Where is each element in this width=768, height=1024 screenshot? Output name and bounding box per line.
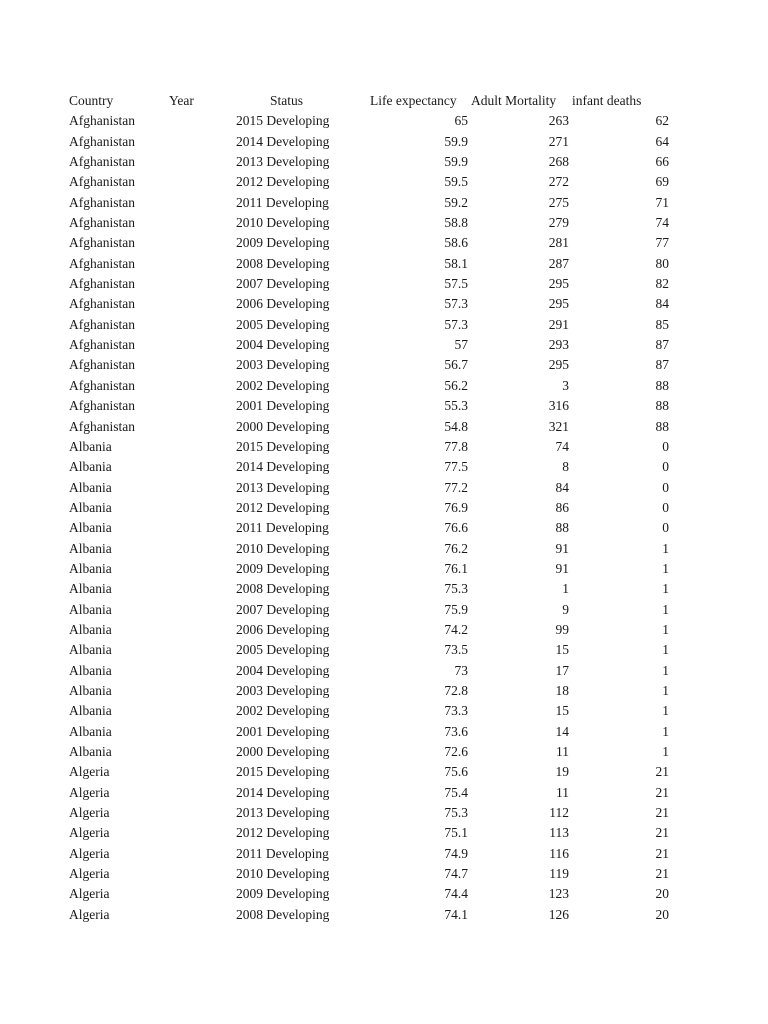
table-row bbox=[0, 722, 768, 742]
cell-infant-deaths: 84 bbox=[655, 296, 669, 312]
cell-life-expectancy: 74.2 bbox=[444, 621, 468, 637]
cell-country: Afghanistan bbox=[69, 113, 135, 129]
cell-year-status: 2013 Developing bbox=[236, 154, 330, 170]
cell-adult-mortality: 295 bbox=[548, 296, 569, 312]
cell-year-status: 2006 Developing bbox=[236, 296, 330, 312]
cell-life-expectancy: 75.6 bbox=[444, 764, 468, 780]
cell-country: Albania bbox=[69, 703, 112, 719]
cell-infant-deaths: 1 bbox=[662, 581, 669, 597]
table-row bbox=[0, 213, 768, 233]
cell-infant-deaths: 88 bbox=[655, 398, 669, 414]
cell-infant-deaths: 0 bbox=[662, 438, 669, 454]
cell-country: Algeria bbox=[69, 784, 110, 800]
cell-adult-mortality: 126 bbox=[548, 906, 569, 922]
cell-adult-mortality: 1 bbox=[562, 581, 569, 597]
cell-year-status: 2012 Developing bbox=[236, 825, 330, 841]
cell-infant-deaths: 21 bbox=[655, 845, 669, 861]
cell-life-expectancy: 58.8 bbox=[444, 215, 468, 231]
cell-adult-mortality: 279 bbox=[548, 215, 569, 231]
cell-life-expectancy: 75.3 bbox=[444, 805, 468, 821]
cell-adult-mortality: 295 bbox=[548, 357, 569, 373]
cell-year-status: 2000 Developing bbox=[236, 744, 330, 759]
table-row bbox=[0, 396, 768, 416]
cell-country: Albania bbox=[69, 520, 112, 536]
cell-country: Albania bbox=[69, 642, 112, 658]
cell-adult-mortality: 293 bbox=[548, 337, 569, 353]
cell-country: Algeria bbox=[69, 764, 110, 780]
cell-country: Afghanistan bbox=[69, 398, 135, 414]
table-row bbox=[0, 152, 768, 172]
table-row bbox=[0, 539, 768, 559]
table-row bbox=[0, 783, 768, 803]
cell-infant-deaths: 0 bbox=[662, 459, 669, 475]
cell-infant-deaths: 1 bbox=[662, 642, 669, 658]
table-row bbox=[0, 254, 768, 274]
cell-adult-mortality: 86 bbox=[555, 499, 569, 515]
cell-infant-deaths: 1 bbox=[662, 682, 669, 698]
cell-country: Afghanistan bbox=[69, 276, 135, 292]
header-infant-deaths: infant deaths bbox=[572, 93, 642, 108]
table-row bbox=[0, 803, 768, 823]
cell-infant-deaths: 1 bbox=[662, 744, 669, 759]
cell-country: Albania bbox=[69, 479, 112, 495]
cell-country: Albania bbox=[69, 682, 112, 698]
cell-life-expectancy: 75.4 bbox=[444, 784, 468, 800]
table-row bbox=[0, 437, 768, 457]
cell-year-status: 2000 Developing bbox=[236, 418, 330, 434]
cell-life-expectancy: 73.5 bbox=[444, 642, 468, 658]
cell-adult-mortality: 113 bbox=[549, 825, 569, 841]
cell-adult-mortality: 74 bbox=[555, 438, 569, 454]
cell-life-expectancy: 76.1 bbox=[444, 560, 468, 576]
cell-year-status: 2011 Developing bbox=[236, 845, 329, 861]
table-row bbox=[0, 681, 768, 701]
cell-year-status: 2010 Developing bbox=[236, 866, 330, 882]
table-row bbox=[0, 233, 768, 253]
cell-infant-deaths: 1 bbox=[662, 560, 669, 576]
table-row bbox=[0, 315, 768, 335]
cell-country: Albania bbox=[69, 540, 112, 556]
table-row bbox=[0, 457, 768, 477]
header-status: Status bbox=[270, 93, 304, 108]
table-row bbox=[0, 600, 768, 620]
cell-country: Algeria bbox=[69, 845, 110, 861]
cell-adult-mortality: 295 bbox=[548, 276, 569, 292]
table-row bbox=[0, 294, 768, 314]
table-row bbox=[0, 701, 768, 721]
cell-infant-deaths: 20 bbox=[655, 906, 669, 922]
table-row bbox=[0, 579, 768, 599]
cell-life-expectancy: 74.4 bbox=[444, 886, 468, 902]
cell-country: Afghanistan bbox=[69, 418, 135, 434]
cell-infant-deaths: 82 bbox=[655, 276, 669, 292]
cell-year-status: 2014 Developing bbox=[236, 133, 330, 149]
data-table bbox=[0, 91, 768, 925]
cell-country: Albania bbox=[69, 438, 112, 454]
cell-year-status: 2001 Developing bbox=[236, 723, 330, 739]
cell-country: Algeria bbox=[69, 805, 110, 821]
cell-year-status: 2010 Developing bbox=[236, 215, 330, 231]
cell-year-status: 2004 Developing bbox=[236, 337, 330, 353]
cell-infant-deaths: 1 bbox=[662, 540, 669, 556]
cell-life-expectancy: 59.9 bbox=[444, 154, 468, 170]
cell-country: Afghanistan bbox=[69, 357, 135, 373]
cell-country: Afghanistan bbox=[69, 296, 135, 312]
cell-infant-deaths: 21 bbox=[655, 764, 669, 780]
cell-country: Albania bbox=[69, 459, 112, 475]
cell-infant-deaths: 1 bbox=[662, 662, 669, 678]
cell-country: Algeria bbox=[69, 825, 110, 841]
cell-life-expectancy: 76.9 bbox=[444, 499, 468, 515]
cell-infant-deaths: 87 bbox=[655, 337, 669, 353]
cell-country: Afghanistan bbox=[69, 377, 135, 393]
cell-infant-deaths: 74 bbox=[655, 215, 669, 231]
table-row bbox=[0, 274, 768, 294]
cell-country: Albania bbox=[69, 723, 112, 739]
table-row bbox=[0, 417, 768, 437]
cell-life-expectancy: 75.9 bbox=[444, 601, 468, 617]
cell-life-expectancy: 75.1 bbox=[444, 825, 468, 841]
table-row bbox=[0, 620, 768, 640]
cell-year-status: 2006 Developing bbox=[236, 621, 330, 637]
cell-life-expectancy: 58.6 bbox=[444, 235, 468, 251]
cell-year-status: 2005 Developing bbox=[236, 642, 330, 658]
table-row bbox=[0, 884, 768, 904]
cell-country: Afghanistan bbox=[69, 215, 135, 231]
table-row bbox=[0, 844, 768, 864]
cell-year-status: 2007 Developing bbox=[236, 601, 330, 617]
cell-year-status: 2014 Developing bbox=[236, 784, 330, 800]
cell-country: Algeria bbox=[69, 866, 110, 882]
cell-country: Afghanistan bbox=[69, 133, 135, 149]
cell-life-expectancy: 57.3 bbox=[444, 296, 468, 312]
table-row bbox=[0, 376, 768, 396]
cell-adult-mortality: 18 bbox=[555, 682, 569, 698]
table-row bbox=[0, 823, 768, 843]
cell-country: Afghanistan bbox=[69, 316, 135, 332]
cell-year-status: 2013 Developing bbox=[236, 479, 330, 495]
cell-infant-deaths: 21 bbox=[655, 784, 669, 800]
cell-country: Afghanistan bbox=[69, 174, 135, 190]
cell-country: Afghanistan bbox=[69, 154, 135, 170]
cell-year-status: 2009 Developing bbox=[236, 235, 330, 251]
cell-life-expectancy: 77.8 bbox=[444, 438, 468, 454]
cell-year-status: 2003 Developing bbox=[236, 682, 330, 698]
cell-adult-mortality: 91 bbox=[555, 540, 569, 556]
cell-adult-mortality: 91 bbox=[555, 560, 569, 576]
header-life-expectancy: Life expectancy bbox=[370, 93, 457, 108]
table-row bbox=[0, 498, 768, 518]
cell-adult-mortality: 123 bbox=[548, 886, 569, 902]
cell-country: Albania bbox=[69, 601, 112, 617]
cell-adult-mortality: 272 bbox=[548, 174, 569, 190]
cell-life-expectancy: 72.8 bbox=[444, 682, 468, 698]
cell-life-expectancy: 77.2 bbox=[444, 479, 468, 495]
cell-adult-mortality: 287 bbox=[548, 255, 569, 271]
cell-life-expectancy: 76.6 bbox=[444, 520, 468, 536]
header-adult-mortality: Adult Mortality bbox=[471, 93, 557, 108]
cell-life-expectancy: 54.8 bbox=[444, 418, 468, 434]
table-body bbox=[0, 111, 768, 925]
cell-life-expectancy: 72.6 bbox=[444, 744, 468, 759]
table-row bbox=[0, 111, 768, 131]
cell-adult-mortality: 8 bbox=[562, 459, 569, 475]
cell-infant-deaths: 87 bbox=[655, 357, 669, 373]
table-row bbox=[0, 335, 768, 355]
cell-adult-mortality: 275 bbox=[548, 194, 569, 210]
cell-adult-mortality: 11 bbox=[556, 744, 569, 759]
cell-year-status: 2001 Developing bbox=[236, 398, 330, 414]
cell-adult-mortality: 291 bbox=[548, 316, 569, 332]
cell-life-expectancy: 74.9 bbox=[444, 845, 468, 861]
cell-country: Albania bbox=[69, 499, 112, 515]
cell-year-status: 2002 Developing bbox=[236, 703, 330, 719]
cell-country: Albania bbox=[69, 662, 112, 678]
table-row bbox=[0, 193, 768, 213]
cell-country: Albania bbox=[69, 744, 112, 759]
cell-life-expectancy: 76.2 bbox=[444, 540, 468, 556]
cell-year-status: 2011 Developing bbox=[236, 194, 329, 210]
cell-country: Afghanistan bbox=[69, 255, 135, 271]
cell-life-expectancy: 73.6 bbox=[444, 723, 468, 739]
table-row bbox=[0, 762, 768, 782]
cell-year-status: 2013 Developing bbox=[236, 805, 330, 821]
cell-adult-mortality: 15 bbox=[555, 703, 569, 719]
cell-infant-deaths: 1 bbox=[662, 621, 669, 637]
cell-life-expectancy: 74.1 bbox=[444, 906, 468, 922]
cell-life-expectancy: 59.5 bbox=[444, 174, 468, 190]
cell-infant-deaths: 85 bbox=[655, 316, 669, 332]
cell-life-expectancy: 57.5 bbox=[444, 276, 468, 292]
cell-infant-deaths: 0 bbox=[662, 499, 669, 515]
cell-year-status: 2005 Developing bbox=[236, 316, 330, 332]
cell-infant-deaths: 80 bbox=[655, 255, 669, 271]
cell-infant-deaths: 21 bbox=[655, 866, 669, 882]
cell-adult-mortality: 11 bbox=[556, 784, 569, 800]
cell-life-expectancy: 73 bbox=[454, 662, 468, 678]
cell-year-status: 2009 Developing bbox=[236, 560, 330, 576]
cell-adult-mortality: 17 bbox=[555, 662, 569, 678]
table-row bbox=[0, 559, 768, 579]
cell-adult-mortality: 119 bbox=[549, 866, 569, 882]
cell-adult-mortality: 116 bbox=[549, 845, 569, 861]
cell-year-status: 2004 Developing bbox=[236, 662, 330, 678]
cell-life-expectancy: 59.9 bbox=[444, 133, 468, 149]
cell-infant-deaths: 1 bbox=[662, 703, 669, 719]
cell-adult-mortality: 99 bbox=[555, 621, 569, 637]
cell-adult-mortality: 263 bbox=[548, 113, 569, 129]
cell-infant-deaths: 64 bbox=[655, 133, 669, 149]
table-row bbox=[0, 640, 768, 660]
cell-adult-mortality: 15 bbox=[555, 642, 569, 658]
cell-country: Algeria bbox=[69, 886, 110, 902]
cell-year-status: 2015 Developing bbox=[236, 438, 330, 454]
table-row bbox=[0, 355, 768, 375]
cell-year-status: 2012 Developing bbox=[236, 174, 330, 190]
cell-adult-mortality: 316 bbox=[548, 398, 569, 414]
cell-adult-mortality: 3 bbox=[562, 377, 569, 393]
table-row bbox=[0, 905, 768, 925]
cell-infant-deaths: 1 bbox=[662, 601, 669, 617]
cell-year-status: 2010 Developing bbox=[236, 540, 330, 556]
cell-life-expectancy: 56.7 bbox=[444, 357, 468, 373]
cell-infant-deaths: 21 bbox=[655, 805, 669, 821]
cell-adult-mortality: 88 bbox=[555, 520, 569, 536]
cell-infant-deaths: 77 bbox=[655, 235, 669, 251]
cell-infant-deaths: 20 bbox=[655, 886, 669, 902]
cell-infant-deaths: 62 bbox=[655, 113, 669, 129]
cell-country: Albania bbox=[69, 621, 112, 637]
cell-infant-deaths: 71 bbox=[655, 194, 669, 210]
table-row bbox=[0, 132, 768, 152]
cell-infant-deaths: 1 bbox=[662, 723, 669, 739]
cell-infant-deaths: 0 bbox=[662, 520, 669, 536]
cell-life-expectancy: 73.3 bbox=[444, 703, 468, 719]
cell-country: Afghanistan bbox=[69, 235, 135, 251]
cell-life-expectancy: 57 bbox=[454, 337, 468, 353]
cell-year-status: 2012 Developing bbox=[236, 499, 330, 515]
cell-life-expectancy: 77.5 bbox=[444, 459, 468, 475]
cell-year-status: 2009 Developing bbox=[236, 886, 330, 902]
table-row bbox=[0, 742, 768, 762]
cell-infant-deaths: 88 bbox=[655, 418, 669, 434]
cell-infant-deaths: 88 bbox=[655, 377, 669, 393]
header-country: Country bbox=[69, 93, 114, 108]
cell-country: Albania bbox=[69, 581, 112, 597]
cell-life-expectancy: 55.3 bbox=[444, 398, 468, 414]
cell-adult-mortality: 268 bbox=[548, 154, 569, 170]
cell-life-expectancy: 56.2 bbox=[444, 377, 468, 393]
cell-year-status: 2007 Developing bbox=[236, 276, 330, 292]
cell-infant-deaths: 21 bbox=[655, 825, 669, 841]
cell-adult-mortality: 112 bbox=[549, 805, 569, 821]
cell-year-status: 2003 Developing bbox=[236, 357, 330, 373]
cell-year-status: 2011 Developing bbox=[236, 520, 329, 536]
cell-life-expectancy: 75.3 bbox=[444, 581, 468, 597]
table-row bbox=[0, 172, 768, 192]
cell-life-expectancy: 57.3 bbox=[444, 316, 468, 332]
cell-year-status: 2002 Developing bbox=[236, 377, 330, 393]
table-row bbox=[0, 518, 768, 538]
cell-country: Afghanistan bbox=[69, 194, 135, 210]
cell-country: Algeria bbox=[69, 906, 110, 922]
cell-year-status: 2008 Developing bbox=[236, 581, 330, 597]
cell-adult-mortality: 84 bbox=[555, 479, 569, 495]
cell-life-expectancy: 65 bbox=[454, 113, 468, 129]
cell-year-status: 2008 Developing bbox=[236, 255, 330, 271]
cell-country: Afghanistan bbox=[69, 337, 135, 353]
header-row bbox=[0, 91, 768, 111]
table-row bbox=[0, 661, 768, 681]
cell-year-status: 2015 Developing bbox=[236, 764, 330, 780]
table-row bbox=[0, 864, 768, 884]
cell-life-expectancy: 58.1 bbox=[444, 255, 468, 271]
cell-infant-deaths: 66 bbox=[655, 154, 669, 170]
cell-adult-mortality: 14 bbox=[555, 723, 569, 739]
cell-life-expectancy: 59.2 bbox=[444, 194, 468, 210]
cell-adult-mortality: 281 bbox=[548, 235, 569, 251]
cell-year-status: 2015 Developing bbox=[236, 113, 330, 129]
header-year: Year bbox=[169, 93, 194, 108]
cell-infant-deaths: 69 bbox=[655, 174, 669, 190]
cell-adult-mortality: 271 bbox=[548, 133, 569, 149]
cell-life-expectancy: 74.7 bbox=[444, 866, 468, 882]
cell-year-status: 2014 Developing bbox=[236, 459, 330, 475]
cell-infant-deaths: 0 bbox=[662, 479, 669, 495]
table-row bbox=[0, 478, 768, 498]
cell-adult-mortality: 9 bbox=[562, 601, 569, 617]
cell-country: Albania bbox=[69, 560, 112, 576]
cell-adult-mortality: 19 bbox=[555, 764, 569, 780]
cell-adult-mortality: 321 bbox=[548, 418, 569, 434]
cell-year-status: 2008 Developing bbox=[236, 906, 330, 922]
